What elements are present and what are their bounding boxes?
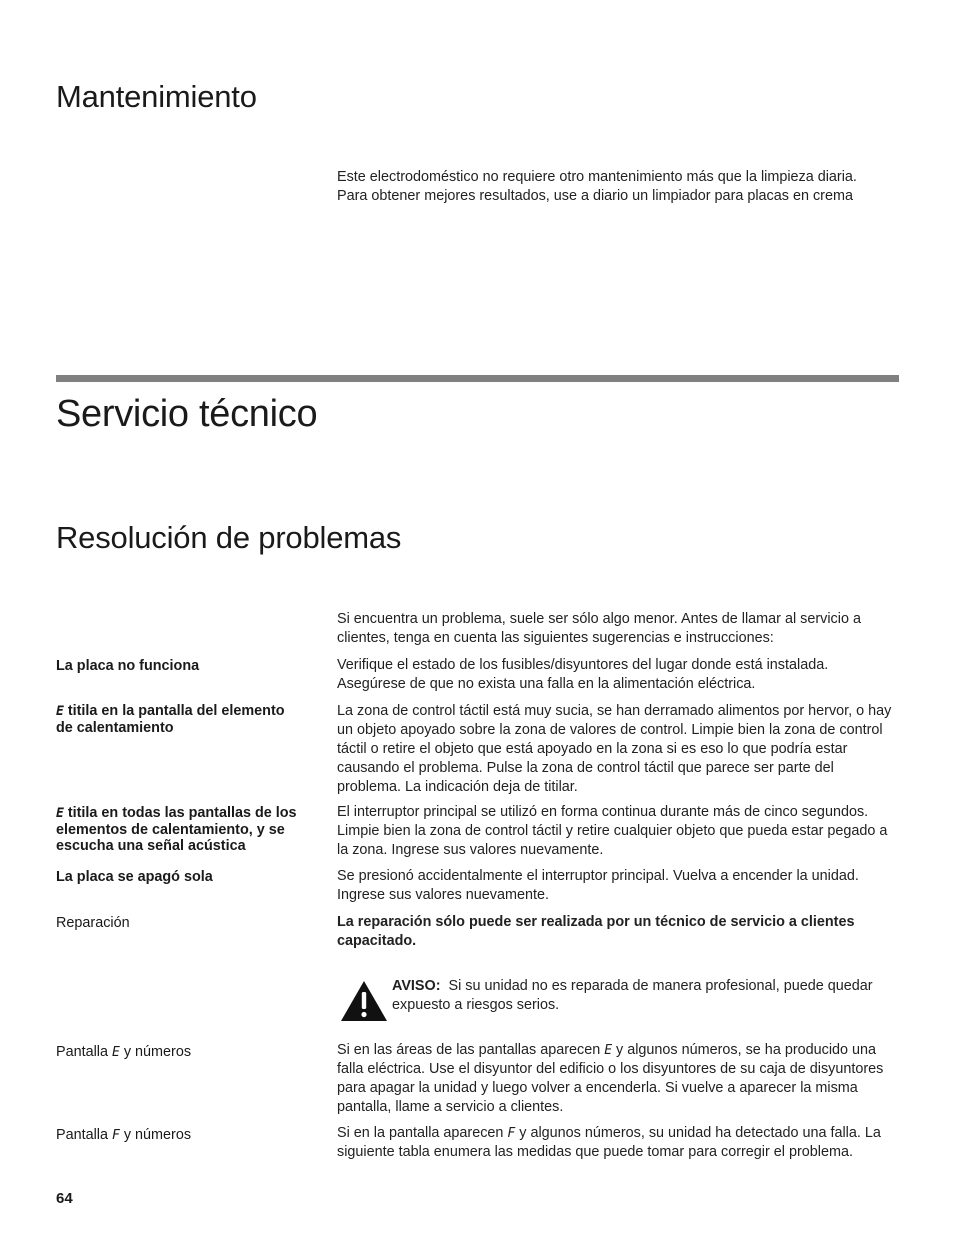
display-symbol-e: E xyxy=(56,806,64,821)
page-number: 64 xyxy=(56,1190,73,1207)
maintenance-line-1: Este electrodoméstico no requiere otro mantenimiento más que la limpieza diaria. xyxy=(337,169,857,185)
problem-label: Pantalla F y números xyxy=(56,1127,192,1143)
display-symbol-e: E xyxy=(112,1045,120,1060)
problem-solution: Se presionó accidentalmente el interruptor principal. Vuelva a encender la unidad. Ingrese sus valores nuevamente. xyxy=(337,868,859,903)
troubleshooting-intro: Si encuentra un problema, suele ser sólo algo menor. Antes de llamar al servicio a clientes, tenga en cuenta las siguientes sugerencias e instrucciones: xyxy=(337,611,861,646)
section-title-maintenance: Mantenimiento xyxy=(56,79,257,114)
display-symbol-e: E xyxy=(604,1043,613,1058)
problem-label: E titila en todas las pantallas de los elementos de calentamiento, y se escucha una señal acústica xyxy=(56,805,297,854)
problem-label: La placa se apagó sola xyxy=(56,869,213,885)
problem-solution: El interruptor principal se utilizó en forma continua durante más de cinco segundos. Limpie bien la zona de control táctil y retire cualquier objeto que pueda estar pegado a la zona. Ingrese sus valores nuevamente. xyxy=(337,804,888,858)
maintenance-line-2: Para obtener mejores resultados, use a diario un limpiador para placas en crema xyxy=(337,188,853,204)
warning-text: Si su unidad no es reparada de manera profesional, puede quedar expuesto a riesgos serios. xyxy=(392,978,873,1013)
section-divider xyxy=(56,375,899,382)
problem-solution: La reparación sólo puede ser realizada por un técnico de servicio a clientes capacitado. xyxy=(337,914,855,949)
warning-label: AVISO: xyxy=(392,978,441,994)
problem-label: E titila en la pantalla del elemento de calentamiento xyxy=(56,703,285,736)
display-symbol-e: E xyxy=(56,704,64,719)
problem-solution: La zona de control táctil está muy sucia, se han derramado alimentos por hervor, o hay un objeto apoyado sobre la zona de valores de control. Limpie bien la zona de control táctil o retire el objeto que está apoyado en la zona si es eso lo que podría estar causando el problema. Pulse la zona de control táctil que parece ser parte del problema. La indicación deja de titilar. xyxy=(337,703,892,795)
chapter-title-service: Servicio técnico xyxy=(56,393,318,435)
problem-label: Reparación xyxy=(56,915,130,931)
display-symbol-f: F xyxy=(507,1126,516,1141)
warning-triangle-icon xyxy=(340,980,388,1022)
problem-label: La placa no funciona xyxy=(56,658,200,674)
problem-label: Pantalla E y números xyxy=(56,1044,192,1060)
display-symbol-f: F xyxy=(112,1128,120,1143)
warning-notice xyxy=(392,977,902,1015)
problem-solution: Si en la pantalla aparecen F y algunos números, su unidad ha detectado una falla. La siguiente tabla enumera las medidas que puede tomar para corregir el problema. xyxy=(337,1125,881,1160)
section-title-troubleshooting: Resolución de problemas xyxy=(56,520,402,555)
maintenance-paragraph xyxy=(337,168,907,206)
problem-solution: Si en las áreas de las pantallas aparecen E y algunos números, se ha producido una falla eléctrica. Use el disyuntor del edificio o los disyuntores de su caja de disyuntores para apagar la unidad y luego volver a encenderla. Si vuelve a aparecer la misma pantalla, llame a servicio a clientes. xyxy=(337,1042,884,1115)
problem-solution: Verifique el estado de los fusibles/disyuntores del lugar donde está instalada. Asegúrese de que no exista una falla en la alimentación eléctrica. xyxy=(337,657,829,692)
